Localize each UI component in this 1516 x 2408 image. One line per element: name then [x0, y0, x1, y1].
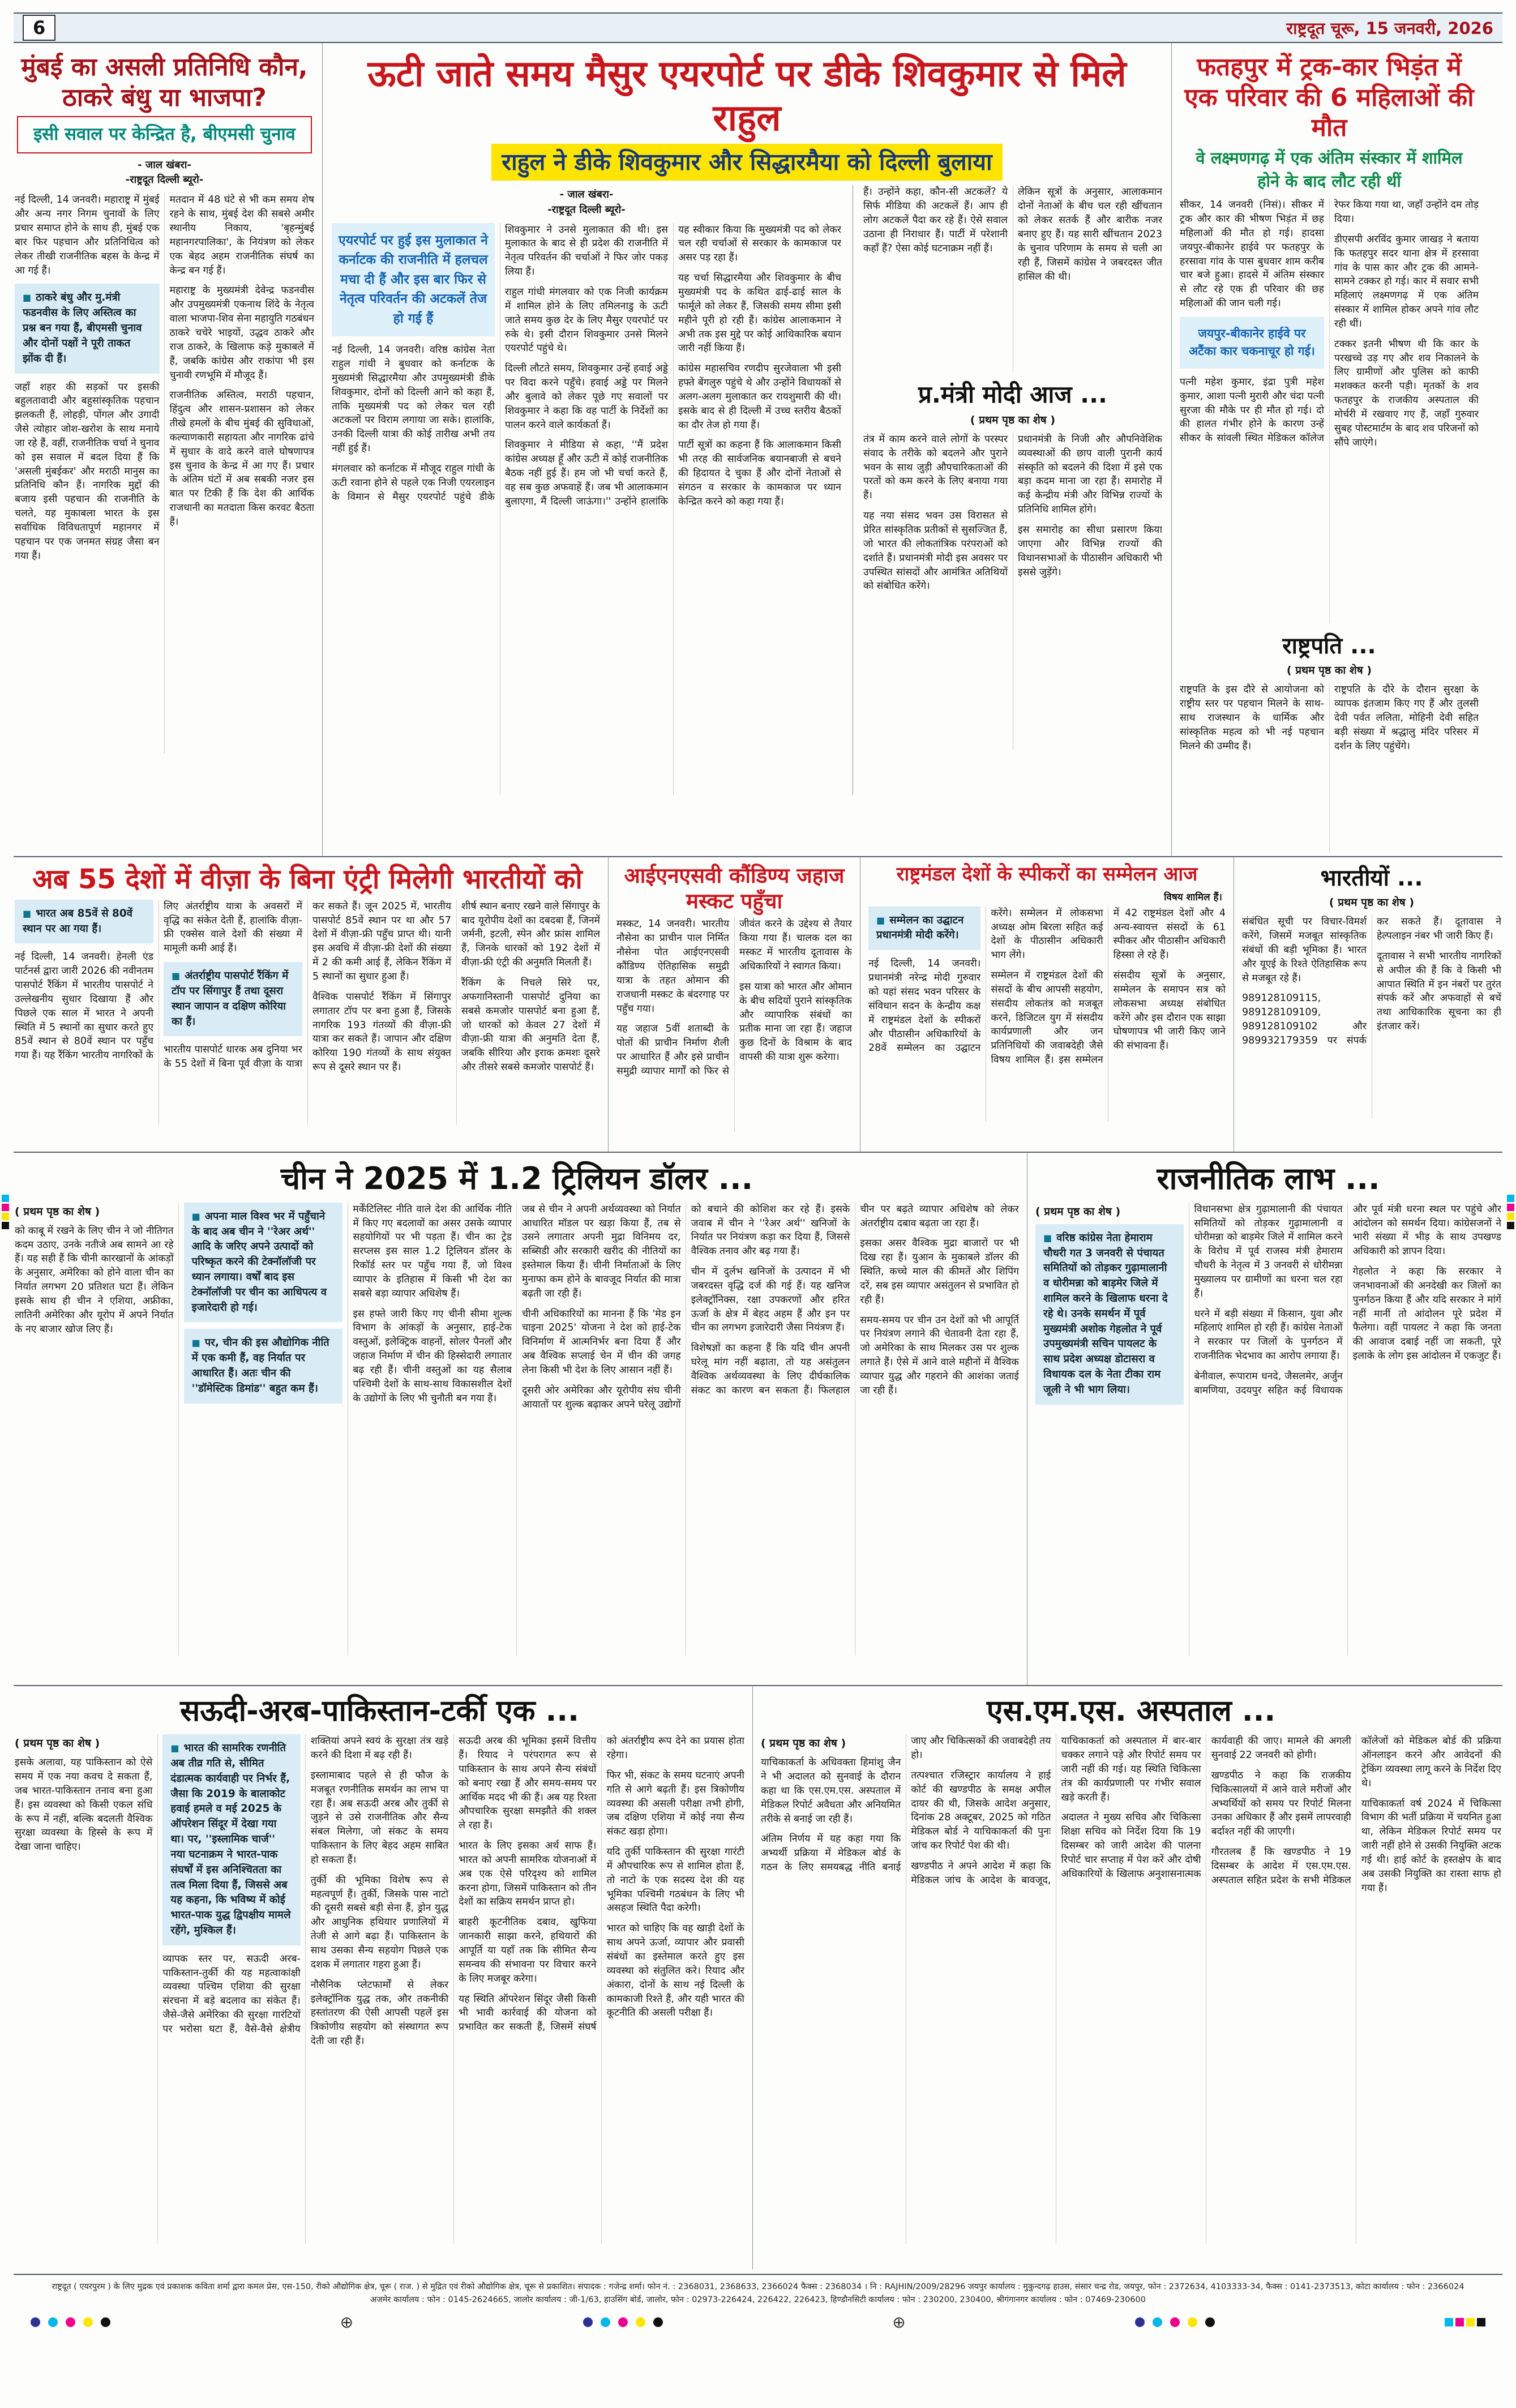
article-paragraph: पत्नी महेश कुमार, इंद्रा पुत्री महेश कुमार, आशा पत्नी मुरारी और चंदा पत्नी सुरजा की मौके पर ही मौत हो गई। दो की हालत गंभीर होने के कारण उन्हें सीकर के सांवली स्थित मेडिकल कॉलेज रेफर किया गया था, जहाँ उन्होंने दम तोड़ दिया। — [1180, 199, 1479, 444]
color-patch-black-icon — [1507, 1222, 1514, 1229]
article-paragraph: गौरतलब हैं कि खण्डपीठ ने 19 दिसम्बर के आदेश में एस.एम.एस. अस्पताल सहित प्रदेश के सभी मेडिकल कॉलेजों को मेडिकल बोर्ड की प्रक्रिया ऑनलाइन करने और आवेदनों की ट्रेकिंग व्यवस्था लागू करने के निर्देश दिए थे। — [1211, 1735, 1501, 1886]
article-body — [1180, 683, 1479, 853]
registration-dot-magenta-icon — [66, 2317, 75, 2327]
article-body — [616, 917, 852, 1132]
registration-dot-black-icon — [1205, 2317, 1215, 2327]
article-body — [15, 900, 600, 1125]
article-paragraph: तंत्र में काम करने वाले लोगों के परस्पर संवाद के तरीके को बदलने और पुराने भवन के साथ जुड़ी औपचारिकताओं की परतों को कम करने के लिए बनाया गया हैं। — [863, 433, 1008, 502]
article-paragraph: अदालत ने मुख्य सचिव और चिकित्सा शिक्षा सचिव को निर्देश दिया कि 19 दिसम्बर को जारी आदेश की पालना रिपोर्ट चार सप्ताह में पेश करें और दोषी अधिकारियों के खिलाफ अनुशासनात्मक कार्यवाही की जाए। मामले की अगली सुनवाई 22 जनवरी को होगी। — [1061, 1735, 1351, 1880]
continued-note: ( प्रथम पृष्ठ का शेष ) — [1035, 1205, 1121, 1218]
article-body — [15, 1734, 744, 2244]
continued-note: ( प्रथम पृष्ठ का शेष ) — [15, 1205, 100, 1218]
article-title: आईएनएसवी कौंडिण्य जहाज मस्कट पहुँचा — [624, 863, 845, 914]
article-title: एस.एम.एस. अस्पताल ... — [986, 1694, 1276, 1729]
article-paragraph: खण्डपीठ ने अपने आदेश में कहा कि मेडिकल जांच के आदेश के बावजूद, याचिकाकर्ता को अस्पताल में बार-बार चक्कर लगाने पड़े और रिपोर्ट समय पर जारी नहीं की गई। यह स्थिति चिकित्सा तंत्र की कार्यप्रणाली पर गंभीर सवाल खड़े करती हैं। — [911, 1735, 1201, 1886]
article-paragraph: राष्ट्रपति के इस दौरे से आयोजना को राष्ट्रीय स्तर पर पहचान मिलने के साथ-साथ राजस्थान के धार्मिक और सांस्कृतिक महत्व को भी नई पहचान मिलने की उम्मीद हैं। — [1180, 684, 1324, 752]
bottom-band — [14, 1686, 1502, 2269]
article-paragraph: भारत के लिए इसका अर्थ साफ हैं। भारत को अपनी सामरिक योजनाओं में अब एक ऐसे परिदृश्य को शामिल करना होगा, जिसमें पाकिस्तान को तीन देशों का सक्रिय समर्थन प्राप्त हो। — [459, 1840, 597, 1908]
article-paragraph: धरने में बड़ी संख्या में किसान, युवा और महिलाएं शामिल हो रही हैं। कांग्रेस नेताओं ने सरकार पर जिलों के पुनर्गठन में राजनीतिक भेदभाव का आरोप लगाया हैं। — [1194, 1308, 1343, 1362]
color-patch-magenta-icon — [1455, 2318, 1464, 2326]
page-number: 6 — [23, 15, 55, 41]
highlight-bullet-box: ■ अंतर्राष्ट्रीय पासपोर्ट रैंकिंग में टॉप पर सिंगापुर हैं तथा दूसरा स्थान जापान व दक्षिण कोरिया का हैं। — [164, 962, 302, 1036]
article-paragraph: संसदीय सूत्रों के अनुसार, सम्मेलन के समापन सत्र को लोकसभा अध्यक्ष संबोधित करेंगे और इस दौरान एक साझा घोषणापत्र भी जारी किए जाने की संभावना हैं। — [1113, 970, 1226, 1052]
bullet-square-icon: ■ — [876, 914, 885, 926]
continued-note: ( प्रथम पृष्ठ का शेष ) — [761, 1737, 846, 1750]
highlight-bullet-box: ■ भारत अब 85वें से 80वें स्थान पर आ गया हैं। — [15, 900, 153, 944]
article-paragraph: विधानसभा क्षेत्र गुढ़ामालानी की पंचायत समितियों को तोड़कर गुढ़ामालानी व धोरीमन्ना को बाड़मेर जिले में शामिल करने के विरोध में पूर्व राजस्व मंत्री हेमाराम चौधरी के नेतृत्व में 3 जनवरी से धोरीमन्ना मुख्यालय पर ग्रामीणों का धरना चल रहा हैं। — [1194, 1203, 1343, 1299]
article-paragraph: यह नया संसद भवन उस विरासत से प्रेरित सांस्कृतिक प्रतीकों से सुसज्जित हैं, जो भारत की लोकतांत्रिक परंपराओं को दर्शाते हैं। प्रधानमंत्री मोदी इस अवसर पर उपस्थित सांसदों और आमंत्रित अतिथियों को संबोधित करेंगे। — [863, 510, 1008, 592]
registration-dot-yellow-icon — [636, 2317, 645, 2327]
article-title: राजनीतिक लाभ ... — [1157, 1161, 1380, 1197]
article-body — [1035, 1203, 1501, 1656]
continued-note: ( प्रथम पृष्ठ का शेष ) — [15, 1737, 100, 1750]
continued-note: ( प्रथम पृष्ठ का शेष ) — [1329, 896, 1415, 909]
registration-dot-magenta-icon — [1170, 2317, 1180, 2327]
bullet-square-icon: ■ — [1043, 1232, 1052, 1243]
article-body — [761, 1734, 1501, 2244]
article-paragraph: मर्केंटिलिस्ट नीति वाले देश की आर्थिक नीति में किए गए बदलावों का असर उसके व्यापार सहयोगियों पर भी पड़ता हैं। चीन का ट्रेड सरप्लस इस साल 1.2 ट्रिलियन डॉलर के रिकॉर्ड स्तर पर पहुँच गया हैं, जो विश्व व्यापार के इतिहास में किसी भी देश का सबसे बड़ा व्यापार अधिशेष हैं। — [353, 1203, 512, 1299]
section-title-bharatiyon: भारतीयों ... — [1320, 865, 1423, 892]
article-paragraph: यह स्थिति ऑपरेशन सिंदूर जैसी किसी भी भावी कार्रवाई की योजना को प्रभावित कर सकती हैं, जिसमें संघर्ष को अंतर्राष्ट्रीय रूप देने का प्रयास होता रहेगा। — [459, 1735, 744, 2033]
registration-dot-cyan-icon — [1153, 2317, 1162, 2327]
continued-note: ( प्रथम पृष्ठ का शेष ) — [1286, 664, 1372, 677]
article-paragraph: रैंकिंग के निचले सिरे पर, अफगानिस्तानी पासपोर्ट दुनिया का सबसे कमजोर पासपोर्ट बना हुआ हैं, जो धारकों को केवल 27 देशों में वीज़ा-फ्री यात्रा की अनुमति देता हैं, जबकि सीरिया और इराक क्रमशः दूसरे और तीसरे सबसे कमजोर पासपोर्ट हैं। — [461, 977, 600, 1073]
registration-dot-yellow-icon — [83, 2317, 93, 2327]
article-paragraph: याचिकाकर्ता के अधिवक्ता हिमांशु जैन ने भी अदालत को सुनवाई के दौरान कहा था कि एस.एम.एस. अस्पताल में मेडिकल रिपोर्ट अवैधता और अनियमित तरीके से बनाई जा रही हैं। — [761, 1757, 901, 1825]
article-paragraph: विशेषज्ञों का कहना हैं कि यदि चीन अपनी घरेलू मांग नहीं बढ़ाता, तो यह असंतुलन वैश्विक अर्थव्यवस्था के लिए दीर्घकालिक संकट का कारण बन सकता हैं। फिलहाल चीन पर बढ़ते व्यापार अधिशेष को लेकर अंतर्राष्ट्रीय दबाव बढ़ता जा रहा हैं। — [691, 1203, 1019, 1396]
color-patch-yellow-icon — [2, 1213, 9, 1220]
article-paragraph: नई दिल्ली, 14 जनवरी। महाराष्ट्र में मुंबई और अन्य नगर निगम चुनावों के लिए प्रचार समाप्त होने के साथ ही, मुंबई एक बार फिर पहचान और प्रतिनिधित्व को लेकर तीखी राजनीतिक बहस के केन्द्र में आ गई हैं। — [15, 194, 160, 276]
article-title: ऊटी जाते समय मैसुर एयरपोर्ट पर डीके शिवकुमार से मिले राहुल — [367, 53, 1127, 140]
article-paragraph: कांग्रेस महासचिव रणदीप सुरजेवाला भी इसी हफ्ते बेंगलुरु पहुंचे थे और उन्होंने विधायकों से अलग-अलग मुलाकात कर रायशुमारी की थी। इसके बाद से ही दिल्ली में उच्च स्तरीय बैठकों का दौर तेज हो गया हैं। — [678, 363, 841, 431]
registration-dot-magenta-icon — [618, 2317, 628, 2327]
article-title: फतहपुर में ट्रक-कार भिड़ंत में एक परिवार की 6 महिलाओं की मौत — [1184, 53, 1474, 143]
registration-dot-cyan-icon — [601, 2317, 610, 2327]
article-paragraph: सऊदी अरब की भूमिका इसमें वित्तीय हैं। रियाद ने परंपरागत रूप से पाकिस्तान के साथ अपने सैन्य संबंधों को बनाए रखा हैं और समय-समय पर आर्थिक मदद भी की हैं। अब यह रिश्ता औपचारिक सुरक्षा समझौते की शक्ल ले रहा हैं। — [459, 1735, 597, 1832]
section-title-rashtrapati: राष्ट्रपति ... — [1282, 633, 1376, 660]
airport-meeting-box: एयरपोर्ट पर हुई इस मुलाकात ने कर्नाटक की राजनीति में हलचल मचा दी हैं और इस बार फिर से नेतृत्व परिवर्तन की अटकलें तेज हो गई हैं — [332, 223, 495, 337]
article-paragraph: 989128109115, 989128109109, 989128109102 और 989932179359 पर संपर्क कर सकते हैं। दूतावास ने हेल्पलाइन नंबर भी जारी किए हैं। — [1242, 916, 1501, 1046]
article-paragraph: दूतावास ने सभी भारतीय नागरिकों से अपील की हैं कि वे किसी भी आपात स्थिति में इन नंबरों पर तुरंत संपर्क करें और अफवाहों से बचें तथा आधिकारिक सूचना का ही इंतजार करें। — [1377, 950, 1501, 1033]
article-paragraph: दूसरी ओर अमेरिका और यूरोपीय संघ चीनी आयातों पर शुल्क बढ़ाकर अपने घरेलू उद्योगों को बचाने की कोशिश कर रहे हैं। इसके जवाब में चीन ने ''रेअर अर्थ'' खनिजों के निर्यात पर नियंत्रण कड़ा कर दिया हैं, जिससे वैश्विक तनाव और बढ़ गया हैं। — [521, 1203, 850, 1410]
article-paragraph: डीएसपी अरविंद कुमार जाखड़ ने बताया कि फतहपुर सदर थाना क्षेत्र में हरसावा गांव के पास कार और ट्रक की आमने-सामने टक्कर हो गई। कार में सवार सभी महिलाएं लक्ष्मणगढ़ में एक अंतिम संस्कार में शामिल होकर अपने गांव लौट रही थीं। — [1334, 233, 1479, 330]
registration-dot-cyan-icon — [48, 2317, 58, 2327]
color-patch-cyan-icon — [1507, 1195, 1514, 1202]
article-paragraph: नई दिल्ली, 14 जनवरी। हेनली एंड पार्टनर्स द्वारा जारी 2026 की नवीनतम पासपोर्ट रैंकिंग में भारतीय पासपोर्ट ने उल्लेखनीय सुधार दिखाया हैं और पिछले एक साल में भारत ने अपनी स्थिति में 5 स्थानों का सुधार करते हुए 85वें स्थान से 80वें स्थान पर पहुँच गया हैं। यह रैंकिंग भारतीय नागरिकों के लिए अंतर्राष्ट्रीय यात्रा के अवसरों में वृद्धि का संकेत देती हैं, हालांकि वीज़ा-फ्री एक्सेस वाले देशों की संख्या में मामूली कमी आई हैं। — [15, 900, 302, 1062]
highlight-bullet-box: ■ सम्मेलन का उद्घाटन प्रधानमंत्री मोदी करेंगे। — [868, 906, 980, 951]
article-body — [863, 433, 1162, 750]
article-fatehpur — [1171, 43, 1480, 856]
article-rahul — [322, 43, 1171, 856]
registration-dot-blue-icon — [583, 2317, 593, 2327]
imprint-line: अजमेर कार्यालय : फोन : 0145-2624665, जालोर कार्यालय : जी-1/63, हाउसिंग बोर्ड, जालोर, फोन : 02973-226424, 226422, 226423, हिण्डौनसिटी कार्यालय : फोन : 230200, 230400, श्रीगंगानगर कार्यालय : फोन : 07469-230600 — [370, 2295, 1146, 2304]
article-body — [1242, 915, 1501, 1119]
article-paragraph: को काबू में रखने के लिए चीन ने जो नीतिगत कदम उठाए, उनके नतीजे अब सामने आ रहे हैं। यह सही हैं कि चीनी कारखानों के आंकड़ों के अनुसार, अमेरिका को होने वाला चीन का निर्यात लगभग 20 प्रतिशत घटा हैं। लेकिन इसके साथ ही चीन ने एशिया, अफ्रीका, लातिनी अमेरिका और यूरोप में अपने निर्यात के नए बाजार खोज लिए हैं। — [15, 1225, 174, 1335]
article-paragraph: गेहलोत ने कहा कि सरकार ने जनभावनाओं की अनदेखी कर जिलों का पुनर्गठन किया हैं और यदि सरकार ने मांगें नहीं मानीं तो आंदोलन पूरे प्रदेश में फैलेगा। वहीं पायलट ने कहा कि जनता की आवाज दबाई नहीं जा सकती, पूरे इलाके के लोग इस आंदोलन में एकजुट हैं। — [1352, 1266, 1501, 1362]
article-paragraph: नौसैनिक प्लेटफार्मों से लेकर इलेक्ट्रॉनिक युद्ध तक, और तकनीकी हस्तांतरण की ऐसी आपसी पहलें इस त्रिकोणीय सहयोग को संस्थागत रूप देती जा रही हैं। — [310, 1979, 449, 2047]
article-body — [1180, 198, 1479, 623]
bullet-square-icon: ■ — [23, 908, 32, 919]
byline: - जाल खंबरा- -राष्ट्रदूत दिल्ली ब्यूरो- — [125, 159, 204, 186]
article-title: राष्ट्रमंडल देशों के स्पीकरों का सम्मेलन आज — [896, 863, 1198, 886]
article-paragraph: तुर्की की भूमिका विशेष रूप से महत्वपूर्ण हैं। तुर्की, जिसके पास नाटो की दूसरी सबसे बड़ी सेना हैं, ड्रोन युद्ध और आधुनिक हथियार प्रणालियों में तेजी से आगे बढ़ा हैं। पाकिस्तान के साथ उसका सैन्य सहयोग पिछले एक दशक में लगातार गहरा हुआ हैं। — [310, 1874, 449, 1970]
article-subtitle-highlight: राहुल ने डीके शिवकुमार और सिद्धारमैया को दिल्ली बुलाया — [491, 144, 1002, 181]
article-paragraph: फिर भी, संकट के समय घटनाएं अपनी गति से आगे बढ़ती हैं। इस त्रिकोणीय व्यवस्था की असली परीक्षा तभी होगी, जब दक्षिण एशिया में कोई नया सैन्य संकट खड़ा होगा। — [606, 1769, 744, 1838]
article-paragraph: यदि तुर्की पाकिस्तान की सुरक्षा गारंटी में औपचारिक रूप से शामिल होता हैं, तो नाटो के एक सदस्य देश की यह भूमिका पश्चिमी गठबंधन के लिए भी असहज स्थिति पैदा करेगी। — [606, 1846, 744, 1914]
top-articles-row — [14, 43, 1502, 857]
article-paragraph: इसके अलावा, यह पाकिस्तान को ऐसे समय में एक नया कवच दे सकता हैं, जब भारत-पाकिस्तान तनाव बना हुआ हैं। इस व्यवस्था को किसी एकल संधि के रूप में नहीं, बल्कि बदलती वैश्विक सुरक्षा व्यवस्था के हिस्से के रूप में देखा जाना चाहिए। — [15, 1757, 153, 1853]
bullet-square-icon: ■ — [172, 970, 181, 982]
color-patch-yellow-icon — [1507, 1213, 1514, 1220]
article-visa — [14, 857, 608, 1152]
article-paragraph: मंगलवार को कर्नाटक में मौजूद राहुल गांधी के ऊटी रवाना होने से पहले एक निजी एयरलाइन के विमान से मैसुर एयरपोर्ट पहुंचे डीके शिवकुमार ने उनसे मुलाकात की थी। इस मुलाकात के बाद से ही प्रदेश की राजनीति में नेतृत्व परिवर्तन की चर्चाओं ने फिर जोर पकड़ लिया हैं। — [332, 224, 668, 503]
color-patch-magenta-icon — [2, 1204, 9, 1211]
imprint — [14, 2274, 1502, 2309]
article-paragraph: टक्कर इतनी भीषण थी कि कार के परखच्चे उड़ गए और शव निकालने के लिए ग्रामीणों और पुलिस को काफी मशक्कत करनी पड़ी। मृतकों के शव फतहपुर के राजकीय अस्पताल की मोर्चरी में रखवाए गए हैं, जहाँ गुरुवार सुबह पोस्टमार्टम के बाद शव परिजनों को सौंपे जाएंगे। — [1334, 338, 1479, 448]
article-body — [868, 906, 1226, 1122]
article-paragraph: अंतिम निर्णय में यह कहा गया कि अभ्यर्थी प्रक्रिया में मेडिकल बोर्ड के गठन के लिए समयबद्ध नीति बनाई जाए और चिकित्सकों की जवाबदेही तय हो। — [761, 1735, 1051, 1874]
article-sms — [752, 1686, 1502, 2269]
article-mumbai — [14, 43, 322, 856]
color-patch-yellow-icon — [1466, 2318, 1475, 2326]
article-paragraph: तत्पश्चात रजिस्ट्रार कार्यालय ने हाई कोर्ट की खण्डपीठ के समक्ष अपील दायर की थी, जिसके आदेश अनुसार, दिनांक 28 अक्टूबर, 2025 को गठित मेडिकल बोर्ड ने याचिकाकर्ता की पुनः जांच कर रिपोर्ट पेश की थी। — [911, 1769, 1051, 1852]
color-bar-corner — [1445, 2318, 1485, 2326]
article-paragraph: जहाँ शहर की सड़कों पर इसकी बहुलतावादी और बहुसांस्कृतिक पहचान झलकती हैं, लोहड़ी, पोंगल और उगादी जैसे त्योहार जोश-खरोश के साथ मनाये जा रहे हैं, वहीं, राजनीतिक चर्चा ने चुनाव को इस सवाल में बदल दिया हैं कि 'असली मुंबईकर' और मराठी मानुस का प्रतिनिधि कौन हैं। नागरिक मुद्दों की बजाय इसी पहचान की राजनीति के चलते, यह मुकाबला भारत के इस सर्वाधिक विविधतापूर्ण महानगर में पहचान पर एक जनमत संग्रह जैसा बन गया हैं। — [15, 381, 160, 562]
article-paragraph: व्यापक स्तर पर, सऊदी अरब-पाकिस्तान-तुर्की की यह महत्वाकांक्षी व्यवस्था पश्चिम एशिया की सुरक्षा संरचना में बड़े बदलाव का संकेत हैं। जैसे-जैसे अमेरिका की सुरक्षा गारंटियों पर भरोसा घटा हैं, वैसे-वैसे क्षेत्रीय शक्तियां अपने स्वयं के सुरक्षा तंत्र खड़े करने की दिशा में बढ़ रही हैं। — [162, 1735, 449, 2035]
china-band — [14, 1153, 1502, 1686]
article-title: चीन ने 2025 में 1.2 ट्रिलियन डॉलर ... — [280, 1161, 753, 1197]
article-subtitle: वे लक्ष्मणगढ़ में एक अंतिम संस्कार में शामिल होने के बाद लौट रही थीं — [1196, 148, 1463, 191]
article-paragraph: प्रधानमंत्री के निजी और औपनिवेशिक व्यवस्थाओं की छाप वाली पुरानी कार्य संस्कृति को बदलने की दिशा में इसे एक बड़ा कदम माना जा रहा हैं। समारोह में कई केन्द्रीय मंत्री और विभिन्न राज्यों के प्रतिनिधि शामिल होंगे। — [1018, 433, 1162, 516]
article-body — [332, 223, 841, 795]
article-paragraph: शिवकुमार ने मीडिया से कहा, ''मैं प्रदेश कांग्रेस अध्यक्ष हूँ और ऊटी में कोई राजनीतिक बैठक नहीं हुई हैं। हम जो भी चर्चा करते हैं, वह सब कुछ अफवाहें हैं। जब भी आलाकमान बुलाएगा, मैं दिल्ली जाऊंगा।'' उन्होंने हालांकि यह स्वीकार किया कि मुख्यमंत्री पद को लेकर चल रही चर्चाओं से सरकार के कामकाज पर असर पड़ रहा हैं। — [505, 224, 841, 507]
registration-dot-yellow-icon — [1188, 2317, 1197, 2327]
highlight-bullet-box: ■ वरिष्ठ कांग्रेस नेता हेमाराम चौधरी गत 3 जनवरी से पंचायत समितियों को तोड़कर गुढ़ामालानी व धोरीमन्ना को बाड़मेर जिले में शामिल करने के खिलाफ धरना दे रहे थे। उनके समर्थन में पूर्व मुख्यमंत्री अशोक गेहलोत ने पूर्व उपमुख्यमंत्री सचिन पायलट के साथ प्रदेश अध्यक्ष डोटासरा व विधायक दल के नेता टीका राम जूली ने भी भाग लिया। — [1035, 1224, 1184, 1405]
article-china — [14, 1153, 1027, 1685]
article-paragraph: नई दिल्ली, 14 जनवरी। वरिष्ठ कांग्रेस नेता राहुल गांधी ने बुधवार को कर्नाटक के मुख्यमंत्री सिद्धारमैया और उपमुख्यमंत्री डीके शिवकुमार, दोनों को दिल्ली आने को कहा हैं, ताकि मुख्यमंत्री पद को लेकर चल रही अटकलों पर विराम लगाया जा सके। हालांकि, उनकी दिल्ली यात्रा की कोई तारीख अभी तय नहीं हुई हैं। — [332, 344, 495, 455]
article-paragraph: नई दिल्ली, 14 जनवरी। प्रधानमंत्री नरेन्द्र मोदी गुरुवार को यहां संसद भवन परिसर के संविधान सदन के केन्द्रीय कक्ष में राष्ट्रमंडल देशों के स्पीकरों और पीठासीन अधिकारियों के 28वें सम्मेलन का उद्घाटन करेंगे। सम्मेलन में लोकसभा अध्यक्ष ओम बिरला सहित कई देशों के पीठासीन अधिकारी भाग लेंगे। — [868, 907, 1103, 1054]
registration-dot-blue-icon — [31, 2317, 40, 2327]
accident-highlight-box: जयपुर-बीकानेर हाईवे पर अटैंका कार चकनाचूर हो गई। — [1180, 317, 1324, 369]
article-paragraph: यह चर्चा सिद्धारमैया और शिवकुमार के बीच मुख्यमंत्री पद के कथित ढाई-ढाई साल के फार्मूले को लेकर हैं, जिसकी समय सीमा इसी महीने पूरी हो रही हैं। कांग्रेस आलाकमान ने अभी तक इस मुद्दे पर कोई आधिकारिक बयान जारी नहीं किया हैं। — [678, 272, 841, 354]
color-patch-black-icon — [2, 1222, 9, 1229]
article-commonwealth — [860, 857, 1234, 1152]
edge-color-strip-left — [2, 1195, 9, 1229]
rahul-overflow — [863, 185, 1162, 372]
print-registration-row — [14, 2309, 1502, 2337]
registration-dots-left — [31, 2317, 110, 2327]
article-paragraph: यह जहाज 5वीं शताब्दी के पोतों की प्राचीन निर्माण शैली पर आधारित हैं और इसे प्राचीन समुद्री व्यापार मार्गों को फिर से जीवंत करने के उद्देश्य से तैयार किया गया हैं। चालक दल का मस्कट में भारतीय दूतावास के अधिकारियों ने स्वागत किया। — [616, 918, 852, 1077]
article-rajnitik — [1027, 1153, 1502, 1685]
article-paragraph: चीन में दुर्लभ खनिजों के उत्पादन में भी जबरदस्त वृद्धि दर्ज की गई हैं। यह खनिज इलेक्ट्रॉनिक्स, रक्षा उपकरणों और हरित ऊर्जा के क्षेत्र में बेहद अहम हैं और इन पर चीन का लगभग इजारेदारी जैसा नियंत्रण हैं। — [691, 1266, 850, 1334]
article-paragraph: बेनीवाल, रूपाराम धनदे, जैसलमेर, अर्जुन बामणिया, उदयपुर सहित कई विधायक और पूर्व मंत्री धरना स्थल पर पहुंचे और आंदोलन को समर्थन दिया। कांग्रेसजनों ने भारी संख्या में भीड़ के साथ उपखण्ड अधिकारी को ज्ञापन दिया। — [1194, 1203, 1501, 1396]
color-patch-cyan-icon — [1445, 2318, 1453, 2326]
article-paragraph: इस समारोह का सीधा प्रसारण किया जाएगा और विभिन्न राज्यों की विधानसभाओं के पीठासीन अधिकारी भी इससे जुड़ेंगे। — [1018, 524, 1162, 578]
article-paragraph: याचिकाकर्ता वर्ष 2024 में चिकित्सा विभाग की भर्ती प्रक्रिया में चयनित हुआ था, लेकिन मेडिकल रिपोर्ट समय पर जारी नहीं होने से उसकी नियुक्ति अटक गई थी। हाई कोर्ट के हस्तक्षेप के बाद अब उसकी नियुक्ति का रास्ता साफ हो गया हैं। — [1361, 1798, 1501, 1894]
article-paragraph: खण्डपीठ ने कहा कि राजकीय चिकित्सालयों में आने वाले मरीजों और अभ्यर्थियों को समय पर रिपोर्ट मिलना उनका अधिकार हैं और इसमें लापरवाही बर्दाश्त नहीं की जाएगी। — [1211, 1769, 1351, 1838]
article-paragraph: मस्कट, 14 जनवरी। भारतीय नौसेना का प्राचीन पाल निर्मित नौसेना पोत आईएनएसवी कौंडिण्य ऐतिहासिक समुद्री यात्रा के तहत ओमान की राजधानी मस्कट के बंदरगाह पर पहुँच गया। — [616, 918, 729, 1015]
masthead-title: राष्ट्रदूत चूरू, 15 जनवरी, 2026 — [1286, 18, 1493, 38]
color-patch-black-icon — [1477, 2318, 1485, 2326]
article-paragraph: सीकर, 14 जनवरी (निसं)। सीकर में ट्रक और कार की भीषण भिड़ंत में छह महिलाओं की मौत हो गई। हादसा जयपुर-बीकानेर हाईवे पर फतहपुर के हरसावा गांव के पास बुधवार शाम करीब चार बजे हुआ। हादसे में अंतिम संस्कार से लौट रहे एक ही परिवार की छह महिलाओं की जान चली गई। — [1180, 199, 1324, 310]
color-patch-magenta-icon — [1507, 1204, 1514, 1211]
highlight-bullet-box: ■ अपना माल विश्व भर में पहुँचाने के बाद अब चीन ने ''रेअर अर्थ'' आदि के जरिए अपने उत्पादों को परिष्कृत करने की टेक्नॉलॉजी पर ध्यान लगाया। वर्षों बाद इस टेक्नॉलॉजी पर चीन का आधिपत्य व इजारेदारी हो गई। — [184, 1203, 343, 1323]
article-paragraph: राजनीतिक अस्तित्व, मराठी पहचान, हिंदुत्व और शासन-प्रशासन को लेकर तीखे हमलों के बीच मुंबई की सुविधाओं, कल्याणकारी सहायता और नागरिक ढांचे में सुधार के वादे करने वाले घोषणापत्र इस चुनाव के केन्द्र में आ गए हैं। प्रचार के अंतिम घंटों में अब सबकी नजर इस बात पर टिकी हैं कि देश की आर्थिक राजधानी का मतदाता किस करवट बैठता हैं। — [169, 390, 314, 528]
article-paragraph: चीनी अधिकारियों का मानना हैं कि 'मेड इन चाइना 2025' योजना ने देश को हाई-टेक विनिर्माण में आत्मनिर्भर बना दिया हैं और अब वैश्विक सप्लाई चेन में चीन की जगह लेना किसी भी देश के लिए आसान नहीं हैं। — [521, 1308, 681, 1376]
article-title: अब 55 देशों में वीज़ा के बिना एंट्री मिलेगी भारतीयों को — [32, 863, 583, 896]
registration-dots-center — [583, 2317, 663, 2327]
masthead-bar — [14, 12, 1502, 43]
article-paragraph: मतदान में 48 घंटे से भी कम समय शेष रहने के साथ, मुंबई देश की सबसे अमीर स्थानीय निकाय, 'बृहन्मुंबई महानगरपालिका', के नियंत्रण को लेकर एक बेहद अहम राजनीतिक संघर्ष का केन्द्र बन गई हैं। — [169, 194, 314, 276]
article-title: मुंबई का असली प्रतिनिधि कौन, ठाकरे बंधु या भाजपा? — [21, 53, 308, 112]
article-paragraph: भारत को चाहिए कि वह खाड़ी देशों के साथ अपने ऊर्जा, व्यापार और प्रवासी संबंधों का इस्तेमाल करते हुए इस व्यवस्था को संतुलित करे। रियाद और अंकारा, दोनों के साथ नई दिल्ली के कामकाजी रिश्ते हैं, और यही भारत की कूटनीति की असली परीक्षा हैं। — [606, 1923, 744, 2019]
article-paragraph: सम्मेलन में राष्ट्रमंडल देशों की संसदों के बीच आपसी सहयोग, संसदीय लोकतंत्र को मजबूत करने, डिजिटल युग में संसदीय कार्यप्रणाली और जन प्रतिनिधियों की जवाबदेही जैसे विषय शामिल हैं। इस सम्मेलन में 42 राष्ट्रमंडल देशों और 4 अन्य-स्वायत्त संसदों के 61 स्पीकर और पीठासीन अधिकारी हिस्सा ले रहे हैं। — [991, 907, 1226, 1066]
bullet-square-icon: ■ — [170, 1743, 179, 1754]
article-paragraph: संबंधित सूची पर विचार-विमर्श करेंगे, जिसमें मजबूत सांस्कृतिक संबंधों की बड़ी भूमिका हैं। भारत और यूएई के रिश्ते ऐतिहासिक रूप से मजबूत रहे हैं। — [1242, 916, 1367, 984]
article-ins — [608, 857, 860, 1152]
article-paragraph: बाहरी कूटनीतिक दबाव, खुफिया जानकारी साझा करने, हथियारों की आपूर्ति या यहाँ तक कि सीमित सैन्य समन्वय की संभावना पर विचार करने के लिए मजबूर करेगा। — [459, 1917, 597, 1984]
article-body — [15, 193, 314, 754]
article-paragraph: दिल्ली लौटते समय, शिवकुमार उन्हें हवाई अड्डे पर विदा करने पहुँचे। हवाई अड्डे पर मिलने और बुलावे को लेकर पूछे गए सवालों पर शिवकुमार ने कहा कि वह पार्टी के निर्देशों का पालन करने वाले कार्यकर्ता हैं। — [505, 363, 668, 431]
registration-dot-black-icon — [101, 2317, 110, 2327]
highlight-bullet-box: ■ पर, चीन की इस औद्योगिक नीति में एक कमी हैं, वह निर्यात पर आधारित हैं। अतः चीन की ''डॉमेस्टिक डिमांड'' बहुत कम हैं। — [184, 1329, 343, 1403]
registration-dot-blue-icon — [1135, 2317, 1145, 2327]
article-body — [15, 1203, 1019, 1656]
center-right-column — [853, 185, 1162, 794]
edge-color-strip-right — [1507, 1195, 1514, 1229]
topics-note: विषय शामिल हैं। — [1164, 891, 1222, 903]
article-title: सऊदी-अरब-पाकिस्तान-टर्की एक ... — [180, 1694, 579, 1729]
byline: - जाल खंबरा- -राष्ट्रदूत दिल्ली ब्यूरो- — [547, 189, 626, 216]
article-paragraph: महाराष्ट्र के मुख्यमंत्री देवेन्द्र फडनवीस और उपमुख्यमंत्री एकनाथ शिंदे के नेतृत्व वाला भाजपा-शिव सेना महायुति गठबंधन ठाकरे चचेरे भाइयों, उद्धव ठाकरे और राज ठाकरे, के खिलाफ कड़े मुकाबले में हैं, जबकि कांग्रेस और राकांपा भी इस चुनावी रणभूमि में मौजूद हैं। — [169, 285, 314, 381]
article-paragraph: पार्टी सूत्रों का कहना हैं कि आलाकमान किसी भी तरह की सार्वजनिक बयानबाजी से बचने की हिदायत दे चुका हैं और दोनों नेताओं से संगठन व सरकार के कामकाज पर ध्यान केन्द्रित करने को कहा गया हैं। — [678, 439, 841, 507]
section-title-modi: प्र.मंत्री मोदी आज ... — [918, 380, 1108, 409]
registration-dot-black-icon — [653, 2317, 663, 2327]
rahul-body-left — [332, 185, 841, 794]
article-paragraph: राष्ट्रपति के दौरे के दौरान सुरक्षा के व्यापक इंतजाम किए गए हैं और तुलसी देवी पर्वत ललिता, मोहिनी देवी सहित बड़ी संख्या में श्रद्धालु मंदिर परिसर में दर्शन के लिए पहुंचेंगे। — [1334, 684, 1479, 752]
continued-note: ( प्रथम पृष्ठ का शेष ) — [970, 413, 1056, 426]
registration-dots-right — [1135, 2317, 1215, 2327]
crop-mark-icon: ⊕ — [892, 2313, 906, 2332]
article-paragraph: वैश्विक पासपोर्ट रैंकिंग में सिंगापुर लगातार टॉप पर बना हुआ हैं, जिसके नागरिक 193 गंतव्यों की वीज़ा-फ्री यात्रा कर सकते हैं। जापान और दक्षिण कोरिया 190 गंतव्यों के साथ संयुक्त रूप से दूसरे स्थान पर हैं। — [312, 991, 451, 1073]
article-paragraph: इसका असर वैश्विक मुद्रा बाजारों पर भी दिख रहा हैं। युआन के मुकाबले डॉलर की स्थिति, कच्चे माल की कीमतें और शिपिंग दरें, सब इस व्यापार असंतुलन से प्रभावित हो रही हैं। — [860, 1238, 1019, 1306]
color-patch-cyan-icon — [2, 1195, 9, 1202]
imprint-line: राष्ट्रदूत ( एयरपुरम ) के लिए मुद्रक एवं प्रकाशक कविता शर्मा द्वारा कमल प्रेस, एस-150, रीको औद्योगिक क्षेत्र, चूरू ( राज. ) से मुद्रित एवं रीको औद्योगिक क्षेत्र, चूरू से प्रकाशित। संपादक : गजेन्द्र शर्मा। फोन नं. : 2368031, 2368633, 2366024 फैक्स : 2368034 । नि : RAJHIN/2009/28296 जयपुर कार्यालय : मुकुन्दगढ़ हाउस, संसार चन्द्र रोड, जयपुर, फोन : 2372634, 4103333-34, फैक्स : 0141-2373513, कोटा कार्यालय : फोन : 2366024 — [52, 2282, 1464, 2292]
article-saudi — [14, 1686, 752, 2269]
article-subtitle: इसी सवाल पर केन्द्रित है, बीएमसी चुनाव — [17, 116, 312, 153]
highlight-bullet-box: ■ भारत की सामरिक रणनीति अब तीव्र गति से, सीमित दंडात्मक कार्यवाही पर निर्भर हैं, जैसा कि 2019 के बालाकोट हवाई हमले व मई 2025 के ऑपरेशन सिंदूर में देखा गया था। पर, ''इस्लामिक चार्ज'' नया घटनाक्रम ने भारत-पाक संघर्षों में इस अनिश्चितता का तत्व मिला दिया हैं, जिससे अब यह कहना, कि भविष्य में कोई भारत-पाक युद्ध द्विपक्षीय मामले रहेंगे, मुश्किल हैं। — [162, 1734, 300, 1945]
article-paragraph: इस यात्रा को भारत और ओमान के बीच सदियों पुराने सांस्कृतिक और व्यापारिक संबंधों का प्रतीक माना जा रहा हैं। जहाज कुछ दिनों के विश्राम के बाद वापसी की यात्रा शुरू करेगा। — [739, 981, 852, 1063]
article-paragraph: समय-समय पर चीन उन देशों को भी आपूर्ति पर नियंत्रण लगाने की चेतावनी देता रहा हैं, जो अमेरिका के साथ मिलकर उस पर शुल्क लगाते हैं। ऐसे में आने वाले महीनों में वैश्विक व्यापार युद्ध और गहराने की आशंका जताई जा रही हैं। — [860, 1314, 1019, 1396]
bullet-square-icon: ■ — [23, 292, 32, 303]
bullet-square-icon: ■ — [191, 1211, 200, 1222]
article-paragraph: हैं। उन्होंने कहा, कौन-सी अटकलें? ये सिर्फ मीडिया की अटकलें हैं। आप ही लोग अटकलें पैदा कर रहे हैं। ऐसे सवाल उठाना ही निराधार हैं। पार्टी में परेशानी कहाँ हैं? ऐसा कोई घटनाक्रम नहीं हैं। — [863, 186, 1008, 254]
article-paragraph: राहुल गांधी मंगलवार को एक निजी कार्यक्रम में शामिल होने के लिए तमिलनाडु के ऊटी जाते समय कुछ देर के लिए मैसुर एयरपोर्ट पर रुके थे। इसी दौरान शिवकुमार उनसे मिलने एयरपोर्ट पहुंचे थे। — [505, 286, 668, 354]
article-paragraph: लेकिन सूत्रों के अनुसार, आलाकमान दोनों नेताओं के बीच चल रही खींचतान को लेकर सतर्क हैं और बारीक नजर बनाए हुए हैं। यह सारी खींचतान 2023 के चुनाव परिणाम के समय से चली आ रही हैं, जिसमें कांग्रेस ने जबरदस्त जीत हासिल की थी। — [1018, 186, 1162, 283]
article-paragraph: शीर्ष स्थान बनाए रखने वाले सिंगापुर के बाद यूरोपीय देशों का दबदबा हैं, जिनमें जर्मनी, इटली, स्पेन और फ्रांस शामिल हैं, जिनके धारकों को 192 देशों में वीज़ा-फ्री एंट्री की अनुमति मिलती हैं। — [461, 900, 600, 969]
middle-band — [14, 857, 1502, 1153]
article-bharatiyon — [1234, 857, 1502, 1152]
crop-mark-icon: ⊕ — [340, 2313, 354, 2332]
article-paragraph: भारतीय पासपोर्ट धारक अब दुनिया भर के 55 देशों में बिना पूर्व वीज़ा के यात्रा कर सकते हैं। जून 2025 में, भारतीय पासपोर्ट 85वें स्थान पर था और 57 देशों में वीज़ा-फ्री पहुँच प्राप्त थी। यानी इस अवधि में वीज़ा-फ्री देशों की संख्या में 2 की कमी आई हैं, लेकिन रैंकिंग में 5 स्थानों का सुधार हुआ हैं। — [164, 900, 451, 1070]
highlight-bullet-box: ■ ठाकरे बंधु और मु.मंत्री फडनवीस के लिए अस्तित्व का प्रश्न बन गया हैं, बीएमसी चुनाव और दोनों पक्षों ने पूरी ताकत झोंक दी हैं। — [15, 284, 160, 373]
bullet-square-icon: ■ — [191, 1337, 200, 1349]
article-paragraph: इस्लामाबाद पहले से ही फौज के मजबूत रणनीतिक समर्थन का लाभ पा रहा हैं। अब सऊदी अरब और तुर्की से जुड़ने से उसे राजनीतिक और सैन्य संबल मिलेगा, जो संकट के समय पाकिस्तान के लिए बेहद अहम साबित हो सकता हैं। — [310, 1769, 449, 1866]
article-paragraph: जब से चीन ने अपनी अर्थव्यवस्था को निर्यात आधारित मॉडल पर खड़ा किया हैं, तब से उसने लगातार अपनी मुद्रा विनिमय दर, सब्सिडी और सरकारी खरीद की नीतियों का इस्तेमाल किया हैं। चीनी निर्माताओं के लिए मुनाफा कम होने के बावजूद निर्यात की मात्रा बढ़ती जा रही हैं। — [521, 1203, 681, 1299]
article-paragraph: इस हफ्ते जारी किए गए चीनी सीमा शुल्क विभाग के आंकड़ों के अनुसार, हाई-टेक वस्तुओं, इलेक्ट्रिक वाहनों, सोलर पैनलों और जहाज निर्माण में चीन की हिस्सेदारी लगातार बढ़ रही हैं। चीनी वस्तुओं का यह सैलाब पश्चिमी देशों के साथ-साथ विकासशील देशों के उद्योगों के लिए भी चुनौती बन गया हैं। — [353, 1308, 512, 1404]
